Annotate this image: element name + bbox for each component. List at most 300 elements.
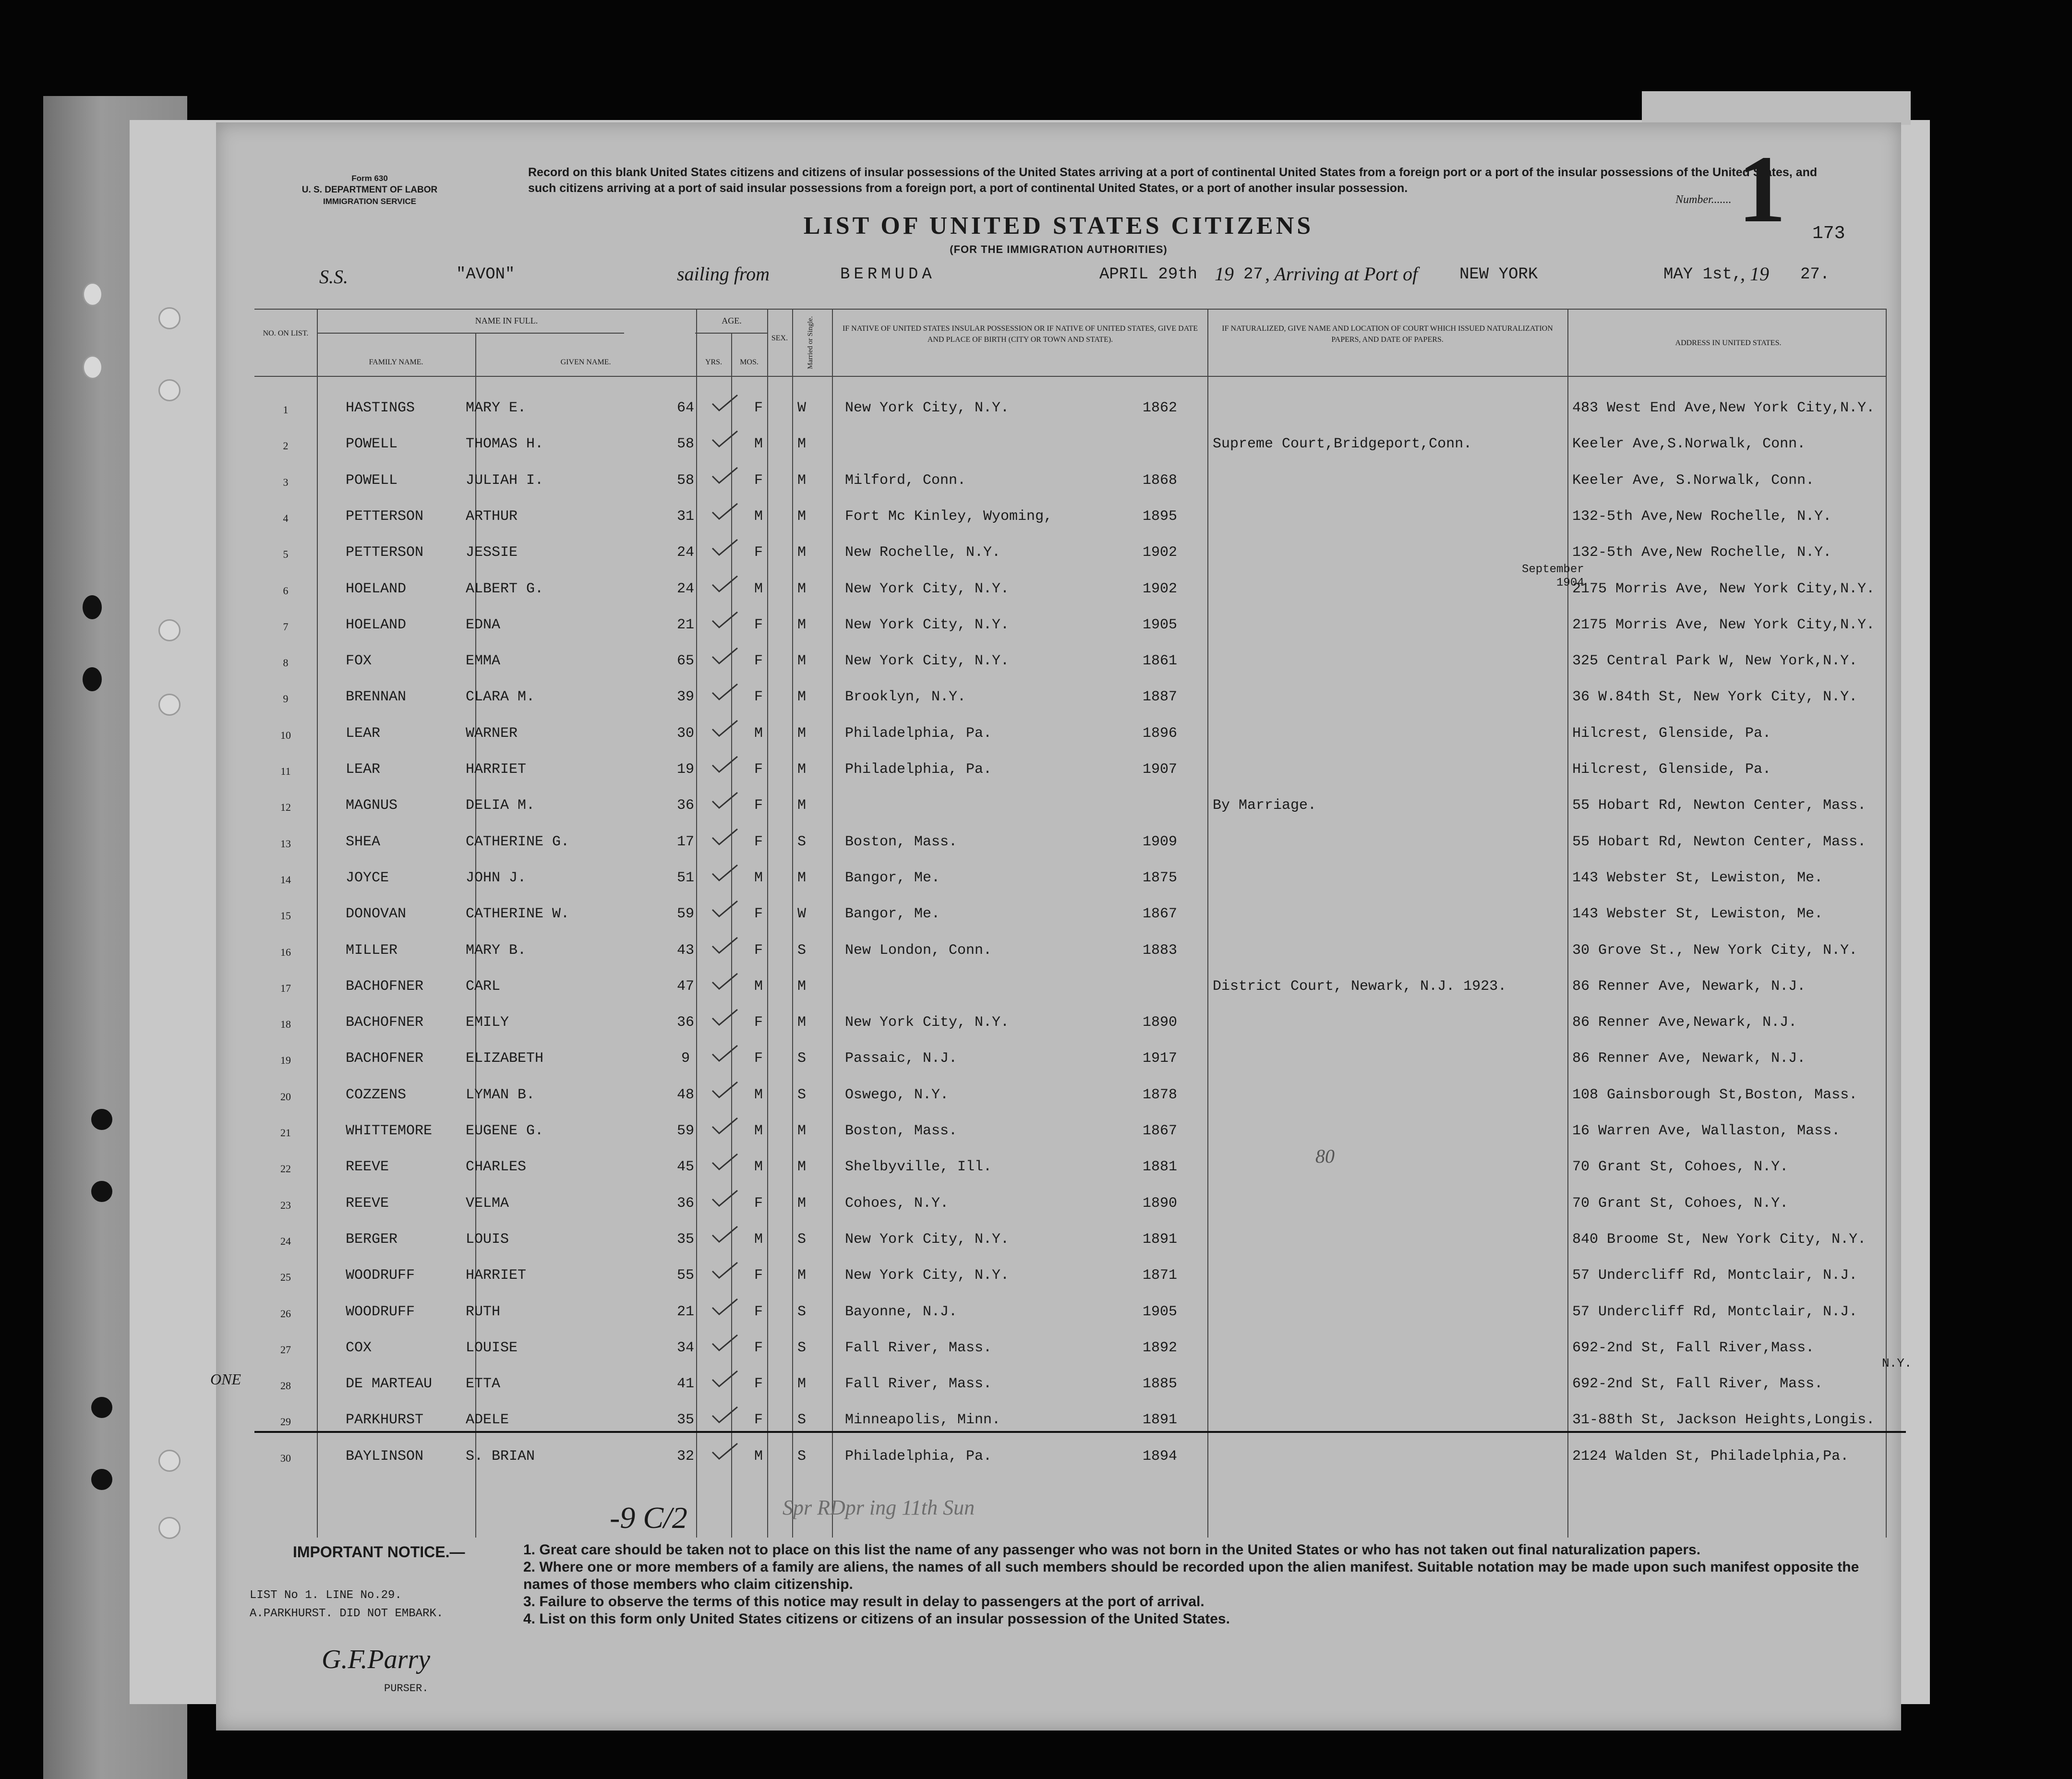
arrival-year-prefix: , 19 xyxy=(1740,263,1769,285)
header-given-name: GIVEN NAME. xyxy=(560,358,611,366)
table-row xyxy=(254,725,1887,761)
birth-place: Brooklyn, N.Y. xyxy=(845,689,966,706)
table-row xyxy=(254,834,1887,870)
family-name: COZZENS xyxy=(346,1086,407,1103)
table-row xyxy=(254,1340,1887,1376)
us-address: Hilcrest, Glenside, Pa. xyxy=(1572,725,1771,742)
margin-annotation: ONE xyxy=(210,1370,241,1388)
row-number: 23 xyxy=(280,1199,291,1211)
birth-place: New York City, N.Y. xyxy=(845,400,1010,416)
family-name: REEVE xyxy=(346,1195,389,1212)
us-address: 55 Hobart Rd, Newton Center, Mass. xyxy=(1572,797,1867,814)
naturalization: District Court, Newark, N.J. 1923. xyxy=(1213,978,1507,995)
row-number: 19 xyxy=(280,1054,291,1067)
from-port: BERMUDA xyxy=(840,265,936,284)
naturalization: Supreme Court,Bridgeport,Conn. xyxy=(1213,436,1472,453)
row-number: 29 xyxy=(280,1416,291,1428)
age-years: 36 xyxy=(676,1014,694,1031)
punch-hole xyxy=(91,1109,112,1130)
punch-hole xyxy=(158,307,181,329)
birth-year: 1909 xyxy=(1143,833,1178,850)
table-row xyxy=(254,797,1887,833)
sex: F xyxy=(754,833,763,850)
family-name: BERGER xyxy=(346,1231,398,1248)
sex: F xyxy=(754,761,763,778)
birth-year: 1917 xyxy=(1143,1050,1178,1067)
family-name: WOODRUFF xyxy=(346,1267,415,1284)
marital-status: M xyxy=(797,508,806,525)
check-mark-icon xyxy=(711,1369,739,1388)
sex: M xyxy=(754,1086,763,1103)
family-name: PETTERSON xyxy=(346,508,424,525)
birth-place: Bangor, Me. xyxy=(845,869,940,886)
marital-status: M xyxy=(797,761,806,778)
sex: F xyxy=(754,1050,763,1067)
check-mark-icon xyxy=(711,1189,739,1208)
page-title: LIST OF UNITED STATES CITIZENS xyxy=(803,212,1314,240)
birth-year: 1871 xyxy=(1143,1267,1178,1284)
marital-status: M xyxy=(797,436,806,453)
row-number: 30 xyxy=(280,1452,291,1464)
row-number: 24 xyxy=(280,1235,291,1247)
age-years: 58 xyxy=(676,472,694,489)
row-number: 6 xyxy=(283,584,289,597)
header-naturalization: IF NATURALIZED, GIVE NAME AND LOCATION OF COURT WHICH ISSUED NATURALIZATION PAPERS, AND DATE OF PAPERS. xyxy=(1222,325,1553,344)
family-name: HOELAND xyxy=(346,580,407,597)
sex: F xyxy=(754,1339,763,1356)
us-address: 132-5th Ave,New Rochelle, N.Y. xyxy=(1572,508,1832,525)
family-name: HOELAND xyxy=(346,616,407,633)
service-name: IMMIGRATION SERVICE xyxy=(323,197,416,206)
birth-place: Fall River, Mass. xyxy=(845,1376,992,1393)
marital-status: M xyxy=(797,1123,806,1139)
punch-hole xyxy=(158,694,181,716)
us-address: 840 Broome St, New York City, N.Y. xyxy=(1572,1231,1867,1248)
marital-status: M xyxy=(797,1376,806,1393)
row-number: 28 xyxy=(280,1380,291,1392)
given-name: LOUIS xyxy=(466,1231,509,1248)
marital-status: S xyxy=(797,942,806,959)
birth-year: 1867 xyxy=(1143,1123,1178,1139)
row-number: 18 xyxy=(280,1018,291,1031)
age-years: 64 xyxy=(676,400,694,416)
check-mark-icon xyxy=(711,466,739,485)
row-number: 17 xyxy=(280,982,291,994)
us-address: 2175 Morris Ave, New York City,N.Y. xyxy=(1572,616,1875,633)
marital-status: M xyxy=(797,1267,806,1284)
check-mark-icon xyxy=(711,719,739,738)
us-address: 86 Renner Ave, Newark, N.J. xyxy=(1572,1050,1806,1067)
header-family-name: FAMILY NAME. xyxy=(369,358,423,366)
marital-status: W xyxy=(797,400,806,416)
sex: M xyxy=(754,580,763,597)
row-number: 11 xyxy=(280,765,291,777)
given-name: DELIA M. xyxy=(466,797,535,814)
check-mark-icon xyxy=(711,1152,739,1171)
table-row xyxy=(254,436,1887,472)
punch-hole xyxy=(158,1517,181,1539)
birth-place: Fort Mc Kinley, Wyoming, xyxy=(845,508,1053,525)
age-years: 41 xyxy=(676,1376,694,1393)
did-not-embark-note: LIST No 1. LINE No.29. A.PARKHURST. DID NOT EMBARK. xyxy=(250,1589,444,1620)
marital-status: S xyxy=(797,1050,806,1067)
birth-place: New London, Conn. xyxy=(845,942,992,959)
age-years: 39 xyxy=(676,689,694,706)
given-name: ETTA xyxy=(466,1376,501,1393)
given-name: CHARLES xyxy=(466,1159,527,1176)
row-number: 12 xyxy=(280,801,291,814)
age-years: 19 xyxy=(676,761,694,778)
birth-year: 1862 xyxy=(1143,400,1178,416)
age-years: 59 xyxy=(676,1123,694,1139)
table-row xyxy=(254,581,1887,617)
given-name: LYMAN B. xyxy=(466,1086,535,1103)
us-address: 692-2nd St, Fall River,Mass. xyxy=(1572,1339,1815,1356)
given-name: HARRIET xyxy=(466,1267,527,1284)
sex: F xyxy=(754,1014,763,1031)
us-address: Hilcrest, Glenside, Pa. xyxy=(1572,761,1771,778)
us-address: 132-5th Ave,New Rochelle, N.Y. xyxy=(1572,544,1832,561)
birth-place: Minneapolis, Minn. xyxy=(845,1412,1001,1429)
sex: F xyxy=(754,906,763,923)
marital-status: M xyxy=(797,978,806,995)
punch-hole xyxy=(83,667,102,691)
notice-list xyxy=(523,1541,1891,1628)
row-number: 10 xyxy=(280,729,291,741)
number-label: Number....... xyxy=(1675,193,1732,206)
age-years: 45 xyxy=(676,1159,694,1176)
check-mark-icon xyxy=(711,646,739,665)
row-number: 25 xyxy=(280,1271,291,1284)
us-address: Keeler Ave,S.Norwalk, Conn. xyxy=(1572,436,1806,453)
page-subtitle: (FOR THE IMMIGRATION AUTHORITIES) xyxy=(950,243,1168,255)
family-name: MILLER xyxy=(346,942,398,959)
age-years: 35 xyxy=(676,1412,694,1429)
table-row xyxy=(254,617,1887,653)
marital-status: M xyxy=(797,689,806,706)
sailing-label: sailing from xyxy=(677,263,770,285)
birth-place: New York City, N.Y. xyxy=(845,616,1010,633)
row-number: 9 xyxy=(283,693,289,705)
table-row xyxy=(254,508,1887,544)
family-name: WHITTEMORE xyxy=(346,1123,433,1139)
age-years: 34 xyxy=(676,1339,694,1356)
sex: F xyxy=(754,942,763,959)
header-name-in-full: NAME IN FULL. xyxy=(475,316,538,325)
header-age: AGE. xyxy=(722,316,742,325)
age-years: 17 xyxy=(676,833,694,850)
passenger-table xyxy=(254,309,1887,1538)
voyage-line xyxy=(319,265,348,288)
check-mark-icon xyxy=(711,1442,739,1461)
sex: M xyxy=(754,508,763,525)
sex: F xyxy=(754,616,763,633)
sex: F xyxy=(754,1412,763,1429)
header-married-single: Married or Single. xyxy=(807,316,814,370)
us-address: 108 Gainsborough St,Boston, Mass. xyxy=(1572,1086,1858,1103)
table-row xyxy=(254,906,1887,942)
sex: M xyxy=(754,1231,763,1248)
row-number: 13 xyxy=(280,837,291,850)
family-name: POWELL xyxy=(346,436,398,453)
row-number: 15 xyxy=(280,910,291,922)
check-mark-icon xyxy=(711,574,739,593)
birth-place: New York City, N.Y. xyxy=(845,1231,1010,1248)
given-name: ADELE xyxy=(466,1412,509,1429)
table-row xyxy=(254,1159,1887,1195)
check-mark-icon xyxy=(711,393,739,412)
check-mark-icon xyxy=(711,899,739,918)
age-years: 59 xyxy=(676,906,694,923)
age-years: 58 xyxy=(676,436,694,453)
given-name: S. BRIAN xyxy=(466,1448,535,1465)
sex: M xyxy=(754,436,763,453)
us-address: 30 Grove St., New York City, N.Y. xyxy=(1572,942,1858,959)
given-name: JULIAH I. xyxy=(466,472,544,489)
punch-hole xyxy=(158,1450,181,1472)
age-years: 24 xyxy=(676,580,694,597)
family-name: REEVE xyxy=(346,1159,389,1176)
given-name: LOUISE xyxy=(466,1339,518,1356)
birth-place: Cohoes, N.Y. xyxy=(845,1195,949,1212)
arrival-year: 27. xyxy=(1800,265,1830,284)
us-address: 31-88th St, Jackson Heights,Longis. xyxy=(1572,1412,1875,1429)
punch-hole xyxy=(83,355,103,379)
birth-year: 1883 xyxy=(1143,942,1178,959)
family-name: PETTERSON xyxy=(346,544,424,561)
family-name: SHEA xyxy=(346,833,381,850)
table-row xyxy=(254,761,1887,797)
notice-heading: IMPORTANT NOTICE.— xyxy=(293,1543,465,1561)
marital-status: S xyxy=(797,833,806,850)
notice-item: 4. List on this form only United States citizens or citizens of an insular possession of the United States. xyxy=(523,1611,1230,1627)
family-name: BAYLINSON xyxy=(346,1448,424,1465)
given-name: MARY B. xyxy=(466,942,527,959)
notice-item: 2. Where one or more members of a family are aliens, the names of all such members should be recorded upon the alien manifest. Suitable notation may be made upon such manifest opposite the names of those members who claim citizenship. xyxy=(523,1559,1859,1592)
sailing-date: APRIL 29th xyxy=(1099,265,1198,284)
table-row xyxy=(254,472,1887,508)
check-mark-icon xyxy=(711,1297,739,1316)
birth-place: New Rochelle, N.Y. xyxy=(845,544,1001,561)
marital-status: S xyxy=(797,1303,806,1320)
marital-status: S xyxy=(797,1448,806,1465)
marital-status: M xyxy=(797,580,806,597)
family-name: DONOVAN xyxy=(346,906,407,923)
birth-year: 1881 xyxy=(1143,1159,1178,1176)
family-name: BACHOFNER xyxy=(346,1050,424,1067)
row-number: 3 xyxy=(283,476,289,488)
check-mark-icon xyxy=(711,863,739,882)
age-years: 30 xyxy=(676,725,694,742)
birth-year: 1891 xyxy=(1143,1231,1178,1248)
us-address: 36 W.84th St, New York City, N.Y. xyxy=(1572,689,1858,706)
sex: F xyxy=(754,689,763,706)
sheet-number: 173 xyxy=(1812,223,1845,244)
birth-place: Oswego, N.Y. xyxy=(845,1086,949,1103)
check-mark-icon xyxy=(711,1044,739,1063)
sex: M xyxy=(754,1448,763,1465)
family-name: WOODRUFF xyxy=(346,1303,415,1320)
header-sex: SEX. xyxy=(771,334,788,342)
header-address: ADDRESS IN UNITED STATES. xyxy=(1675,339,1782,347)
table-row xyxy=(254,1087,1887,1123)
check-mark-icon xyxy=(711,1080,739,1099)
age-years: 48 xyxy=(676,1086,694,1103)
birth-year: 1892 xyxy=(1143,1339,1178,1356)
form-identifier xyxy=(283,173,456,207)
row-number: 1 xyxy=(283,404,289,416)
backing-sheet-top xyxy=(1642,91,1911,125)
birth-year: 1885 xyxy=(1143,1376,1178,1393)
punch-hole xyxy=(158,379,181,401)
naturalization: By Marriage. xyxy=(1213,797,1317,814)
given-name: CATHERINE W. xyxy=(466,906,570,923)
sex: M xyxy=(754,869,763,886)
form-number: Form 630 xyxy=(351,174,388,183)
table-row xyxy=(254,1376,1887,1412)
marital-status: M xyxy=(797,1014,806,1031)
birth-year: 1867 xyxy=(1143,906,1178,923)
pencil-mark: 80 xyxy=(1315,1145,1335,1167)
table-row xyxy=(254,1014,1887,1050)
birth-place: Bangor, Me. xyxy=(845,906,940,923)
header-birth: IF NATIVE OF UNITED STATES INSULAR POSSESSION OR IF NATIVE OF UNITED STATES, GIVE DATE AND PLACE OF BIRTH (CITY OR TOWN AND STATE). xyxy=(842,325,1198,344)
form-instructions: Record on this blank United States citizens and citizens of insular possessions of the United States arriving at a port of continental United States from a foreign port or a port of the insular possessions of the United States, and such citizens arriving at a port of said insular possessions from a foreign port, a port of continental United States, or a port of another insular possession. xyxy=(528,166,1818,195)
birth-year: 1868 xyxy=(1143,472,1178,489)
age-years: 9 xyxy=(681,1050,690,1067)
birth-place: New York City, N.Y. xyxy=(845,580,1010,597)
sailing-year-prefix: 19 xyxy=(1215,263,1234,285)
list-number: 1 xyxy=(1738,136,1786,242)
age-years: 35 xyxy=(676,1231,694,1248)
given-name: JESSIE xyxy=(466,544,518,561)
us-address: 86 Renner Ave, Newark, N.J. xyxy=(1572,978,1806,995)
age-years: 36 xyxy=(676,797,694,814)
us-address: 143 Webster St, Lewiston, Me. xyxy=(1572,869,1823,886)
family-name: BACHOFNER xyxy=(346,1014,424,1031)
table-row xyxy=(254,1050,1887,1086)
family-name: JOYCE xyxy=(346,869,389,886)
family-name: LEAR xyxy=(346,761,381,778)
family-name: HASTINGS xyxy=(346,400,415,416)
header-list-no: NO. ON LIST. xyxy=(263,329,309,337)
sex: F xyxy=(754,472,763,489)
birth-year: 1905 xyxy=(1143,616,1178,633)
given-name: EDNA xyxy=(466,616,501,633)
naturalization-date-note: September 1904 xyxy=(1522,563,1584,589)
age-years: 36 xyxy=(676,1195,694,1212)
birth-year: 1894 xyxy=(1143,1448,1178,1465)
age-years: 31 xyxy=(676,508,694,525)
marital-status: S xyxy=(797,1339,806,1356)
check-mark-icon xyxy=(711,538,739,557)
birth-year: 1902 xyxy=(1143,580,1178,597)
department-name: U. S. DEPARTMENT OF LABOR xyxy=(301,185,438,195)
given-name: ELIZABETH xyxy=(466,1050,544,1067)
check-mark-icon xyxy=(711,1225,739,1244)
given-name: EUGENE G. xyxy=(466,1123,544,1139)
row-number: 16 xyxy=(280,946,291,958)
family-name: FOX xyxy=(346,653,372,670)
birth-year: 1861 xyxy=(1143,653,1178,670)
marital-status: M xyxy=(797,725,806,742)
family-name: LEAR xyxy=(346,725,381,742)
address-annotation: N.Y. xyxy=(1882,1356,1912,1370)
birth-place: New York City, N.Y. xyxy=(845,1014,1010,1031)
family-name: POWELL xyxy=(346,472,398,489)
us-address: Keeler Ave, S.Norwalk, Conn. xyxy=(1572,472,1815,489)
sex: F xyxy=(754,1376,763,1393)
marital-status: S xyxy=(797,1086,806,1103)
check-mark-icon xyxy=(711,755,739,774)
birth-year: 1895 xyxy=(1143,508,1178,525)
manifest-sheet xyxy=(210,122,1912,1731)
marital-status: M xyxy=(797,616,806,633)
birth-place: Boston, Mass. xyxy=(845,833,958,850)
marital-status: M xyxy=(797,1159,806,1176)
age-years: 65 xyxy=(676,653,694,670)
family-name: PARKHURST xyxy=(346,1412,424,1429)
check-mark-icon xyxy=(711,972,739,991)
check-mark-icon xyxy=(711,1261,739,1280)
given-name: EMMA xyxy=(466,653,501,670)
sex: F xyxy=(754,797,763,814)
check-mark-icon xyxy=(711,610,739,629)
us-address: 55 Hobart Rd, Newton Center, Mass. xyxy=(1572,833,1867,850)
birth-place: New York City, N.Y. xyxy=(845,653,1010,670)
row-number: 27 xyxy=(280,1343,291,1356)
punch-hole xyxy=(91,1469,112,1490)
age-years: 21 xyxy=(676,1303,694,1320)
given-name: RUTH xyxy=(466,1303,501,1320)
purser-signature: G.F.Parry xyxy=(322,1645,431,1674)
notice-item: 3. Failure to observe the terms of this notice may result in delay to passengers at the port of arrival. xyxy=(523,1594,1205,1610)
birth-place: Philadelphia, Pa. xyxy=(845,1448,992,1465)
sex: F xyxy=(754,544,763,561)
given-name: THOMAS H. xyxy=(466,436,544,453)
check-mark-icon xyxy=(711,791,739,810)
check-mark-icon xyxy=(711,1008,739,1027)
family-name: COX xyxy=(346,1339,372,1356)
given-name: CLARA M. xyxy=(466,689,535,706)
marital-status: M xyxy=(797,653,806,670)
family-name: BACHOFNER xyxy=(346,978,424,995)
pencil-note: Spr RDpr ing 11th Sun xyxy=(783,1496,975,1519)
row-number: 5 xyxy=(283,548,289,561)
row-number: 26 xyxy=(280,1307,291,1320)
birth-place: Philadelphia, Pa. xyxy=(845,761,992,778)
sex: F xyxy=(754,400,763,416)
given-name: CATHERINE G. xyxy=(466,833,570,850)
us-address: 2124 Walden St, Philadelphia,Pa. xyxy=(1572,1448,1849,1465)
birth-year: 1907 xyxy=(1143,761,1178,778)
punch-hole xyxy=(91,1181,112,1202)
age-years: 43 xyxy=(676,942,694,959)
arrival-date: MAY 1st, xyxy=(1663,265,1742,284)
table-row xyxy=(254,1195,1887,1231)
birth-place: Bayonne, N.J. xyxy=(845,1303,958,1320)
table-row xyxy=(254,1267,1887,1303)
table-row xyxy=(254,1231,1887,1267)
table-row xyxy=(254,653,1887,689)
row-number: 2 xyxy=(283,440,289,452)
check-mark-icon xyxy=(711,502,739,521)
table-row xyxy=(254,544,1887,580)
given-name: JOHN J. xyxy=(466,869,527,886)
birth-place: Philadelphia, Pa. xyxy=(845,725,992,742)
punch-hole xyxy=(91,1397,112,1418)
table-row xyxy=(254,1412,1887,1448)
